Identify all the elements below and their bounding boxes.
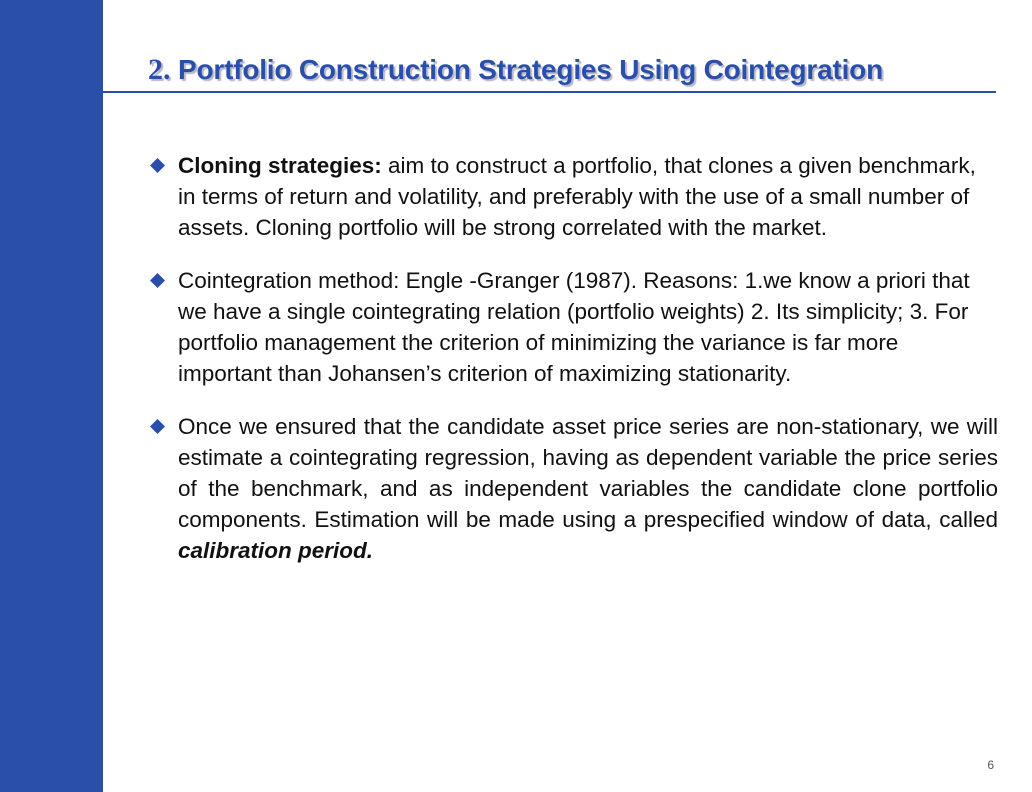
bullet-lead-text: Cloning strategies:	[178, 153, 382, 178]
bullet-text	[178, 150, 998, 243]
title-rule	[103, 91, 996, 93]
title-number: 2.	[148, 53, 171, 86]
diamond-bullet-icon	[150, 273, 165, 288]
bullet-body-text: Cointegration method: Engle -Granger (1987). Reasons: 1.we know a priori that we have a single cointegrating relation (portfolio weights) 2. Its simplicity; 3. For portfolio management the criterion of minimizing the variance is far more important than Johansen’s criterion of maximizing stationarity.	[178, 268, 970, 386]
bullet-text	[178, 265, 998, 389]
bullet-body-text: Once we ensured that the candidate asset price series are non-stationary, we will estimate a cointegrating regression, having as dependent variable the price series of the benchmark, and as independent variables the candidate clone portfolio components. Estimation will be made using a prespecified window of data, called	[178, 414, 998, 532]
bullet-emphasis-text: calibration period.	[178, 538, 374, 563]
bullet-item-cointegration-method	[148, 265, 998, 389]
bullet-item-estimation	[148, 411, 998, 566]
page-number: 6	[987, 758, 994, 772]
diamond-bullet-icon	[150, 419, 165, 434]
bullet-text	[178, 411, 998, 566]
bullet-item-cloning-strategies	[148, 150, 998, 243]
left-accent-bar	[0, 0, 103, 792]
title-rule-left	[34, 91, 103, 93]
bullet-list	[148, 150, 998, 588]
title-text: Portfolio Construction Strategies Using Cointegration	[178, 54, 883, 85]
slide-title	[148, 53, 1008, 87]
diamond-bullet-icon	[150, 158, 165, 173]
bullet-body-text: aim to construct a portfolio, that clones a given benchmark, in terms of return and volatility, and preferably with the use of a small number of assets. Cloning portfolio will be strong correlated with the market.	[178, 153, 976, 240]
